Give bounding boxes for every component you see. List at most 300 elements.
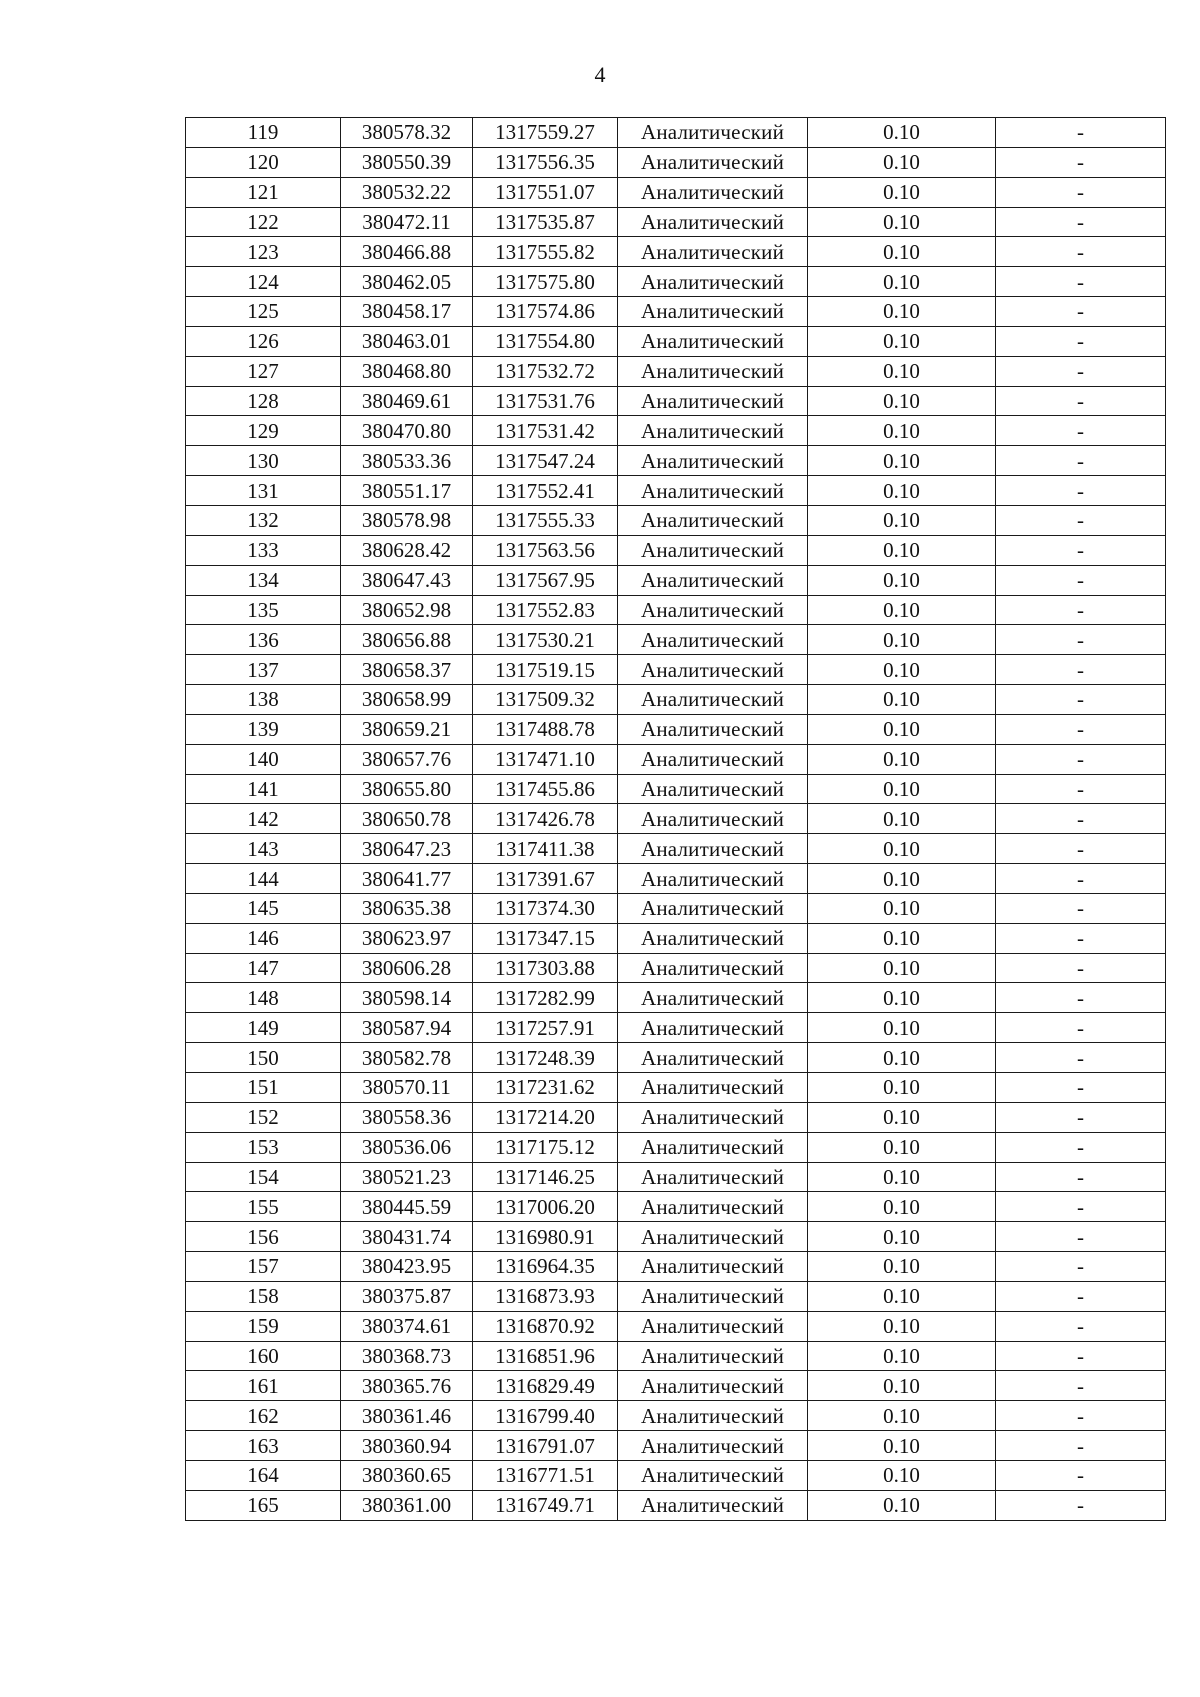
method-cell: Аналитический [618, 1222, 808, 1252]
x-coordinate-cell: 380652.98 [341, 595, 473, 625]
method-cell: Аналитический [618, 744, 808, 774]
note-cell: - [996, 1043, 1166, 1073]
x-coordinate-cell: 380658.37 [341, 655, 473, 685]
y-coordinate-cell: 1316799.40 [473, 1401, 618, 1431]
table-row [186, 267, 1166, 297]
accuracy-cell: 0.10 [808, 1073, 996, 1103]
accuracy-cell: 0.10 [808, 983, 996, 1013]
note-cell: - [996, 386, 1166, 416]
point-number-cell: 148 [186, 983, 341, 1013]
note-cell: - [996, 326, 1166, 356]
point-number-cell: 161 [186, 1371, 341, 1401]
method-cell: Аналитический [618, 1490, 808, 1520]
y-coordinate-cell: 1317555.82 [473, 237, 618, 267]
point-number-cell: 144 [186, 864, 341, 894]
table-row [186, 1311, 1166, 1341]
accuracy-cell: 0.10 [808, 774, 996, 804]
table-row [186, 476, 1166, 506]
y-coordinate-cell: 1316791.07 [473, 1431, 618, 1461]
x-coordinate-cell: 380375.87 [341, 1281, 473, 1311]
method-cell: Аналитический [618, 565, 808, 595]
point-number-cell: 143 [186, 834, 341, 864]
x-coordinate-cell: 380470.80 [341, 416, 473, 446]
y-coordinate-cell: 1317575.80 [473, 267, 618, 297]
x-coordinate-cell: 380360.94 [341, 1431, 473, 1461]
note-cell: - [996, 714, 1166, 744]
note-cell: - [996, 297, 1166, 327]
y-coordinate-cell: 1317391.67 [473, 864, 618, 894]
y-coordinate-cell: 1317303.88 [473, 953, 618, 983]
accuracy-cell: 0.10 [808, 655, 996, 685]
table-row [186, 953, 1166, 983]
x-coordinate-cell: 380445.59 [341, 1192, 473, 1222]
x-coordinate-cell: 380468.80 [341, 356, 473, 386]
method-cell: Аналитический [618, 476, 808, 506]
table-row [186, 1341, 1166, 1371]
method-cell: Аналитический [618, 386, 808, 416]
table-row [186, 804, 1166, 834]
accuracy-cell: 0.10 [808, 565, 996, 595]
x-coordinate-cell: 380521.23 [341, 1162, 473, 1192]
accuracy-cell: 0.10 [808, 595, 996, 625]
method-cell: Аналитический [618, 1311, 808, 1341]
x-coordinate-cell: 380472.11 [341, 207, 473, 237]
x-coordinate-cell: 380606.28 [341, 953, 473, 983]
method-cell: Аналитический [618, 1252, 808, 1282]
method-cell: Аналитический [618, 177, 808, 207]
table-row [186, 923, 1166, 953]
y-coordinate-cell: 1317426.78 [473, 804, 618, 834]
x-coordinate-cell: 380658.99 [341, 685, 473, 715]
y-coordinate-cell: 1317556.35 [473, 147, 618, 177]
table-row [186, 1401, 1166, 1431]
table-row [186, 625, 1166, 655]
point-number-cell: 129 [186, 416, 341, 446]
note-cell: - [996, 1102, 1166, 1132]
method-cell: Аналитический [618, 356, 808, 386]
y-coordinate-cell: 1317551.07 [473, 177, 618, 207]
note-cell: - [996, 118, 1166, 148]
note-cell: - [996, 535, 1166, 565]
table-row [186, 595, 1166, 625]
point-number-cell: 120 [186, 147, 341, 177]
y-coordinate-cell: 1317347.15 [473, 923, 618, 953]
note-cell: - [996, 1311, 1166, 1341]
table-row [186, 1073, 1166, 1103]
note-cell: - [996, 1132, 1166, 1162]
x-coordinate-cell: 380551.17 [341, 476, 473, 506]
table-row [186, 177, 1166, 207]
method-cell: Аналитический [618, 326, 808, 356]
x-coordinate-cell: 380582.78 [341, 1043, 473, 1073]
y-coordinate-cell: 1316873.93 [473, 1281, 618, 1311]
method-cell: Аналитический [618, 416, 808, 446]
point-number-cell: 142 [186, 804, 341, 834]
y-coordinate-cell: 1317559.27 [473, 118, 618, 148]
y-coordinate-cell: 1316964.35 [473, 1252, 618, 1282]
accuracy-cell: 0.10 [808, 1222, 996, 1252]
accuracy-cell: 0.10 [808, 267, 996, 297]
point-number-cell: 135 [186, 595, 341, 625]
point-number-cell: 119 [186, 118, 341, 148]
method-cell: Аналитический [618, 625, 808, 655]
point-number-cell: 136 [186, 625, 341, 655]
method-cell: Аналитический [618, 983, 808, 1013]
method-cell: Аналитический [618, 953, 808, 983]
y-coordinate-cell: 1317146.25 [473, 1162, 618, 1192]
note-cell: - [996, 1192, 1166, 1222]
accuracy-cell: 0.10 [808, 714, 996, 744]
note-cell: - [996, 147, 1166, 177]
note-cell: - [996, 505, 1166, 535]
x-coordinate-cell: 380659.21 [341, 714, 473, 744]
accuracy-cell: 0.10 [808, 685, 996, 715]
x-coordinate-cell: 380628.42 [341, 535, 473, 565]
method-cell: Аналитический [618, 1192, 808, 1222]
method-cell: Аналитический [618, 774, 808, 804]
y-coordinate-cell: 1317574.86 [473, 297, 618, 327]
x-coordinate-cell: 380361.00 [341, 1490, 473, 1520]
table-row [186, 1371, 1166, 1401]
y-coordinate-cell: 1317567.95 [473, 565, 618, 595]
point-number-cell: 158 [186, 1281, 341, 1311]
table-row [186, 1431, 1166, 1461]
note-cell: - [996, 207, 1166, 237]
table-row [186, 864, 1166, 894]
note-cell: - [996, 1401, 1166, 1431]
note-cell: - [996, 1460, 1166, 1490]
method-cell: Аналитический [618, 1460, 808, 1490]
table-row [186, 1252, 1166, 1282]
point-number-cell: 145 [186, 893, 341, 923]
table-row [186, 237, 1166, 267]
accuracy-cell: 0.10 [808, 118, 996, 148]
y-coordinate-cell: 1316851.96 [473, 1341, 618, 1371]
table-row [186, 1222, 1166, 1252]
point-number-cell: 163 [186, 1431, 341, 1461]
method-cell: Аналитический [618, 1341, 808, 1371]
point-number-cell: 126 [186, 326, 341, 356]
method-cell: Аналитический [618, 1043, 808, 1073]
accuracy-cell: 0.10 [808, 356, 996, 386]
x-coordinate-cell: 380647.23 [341, 834, 473, 864]
method-cell: Аналитический [618, 655, 808, 685]
note-cell: - [996, 267, 1166, 297]
x-coordinate-cell: 380558.36 [341, 1102, 473, 1132]
accuracy-cell: 0.10 [808, 1401, 996, 1431]
y-coordinate-cell: 1317530.21 [473, 625, 618, 655]
x-coordinate-cell: 380463.01 [341, 326, 473, 356]
accuracy-cell: 0.10 [808, 1192, 996, 1222]
x-coordinate-cell: 380657.76 [341, 744, 473, 774]
accuracy-cell: 0.10 [808, 1341, 996, 1371]
note-cell: - [996, 565, 1166, 595]
note-cell: - [996, 237, 1166, 267]
accuracy-cell: 0.10 [808, 1013, 996, 1043]
table-row [186, 983, 1166, 1013]
point-number-cell: 160 [186, 1341, 341, 1371]
method-cell: Аналитический [618, 714, 808, 744]
method-cell: Аналитический [618, 1401, 808, 1431]
y-coordinate-cell: 1317214.20 [473, 1102, 618, 1132]
point-number-cell: 159 [186, 1311, 341, 1341]
y-coordinate-cell: 1317175.12 [473, 1132, 618, 1162]
table-row [186, 326, 1166, 356]
accuracy-cell: 0.10 [808, 326, 996, 356]
y-coordinate-cell: 1317509.32 [473, 685, 618, 715]
point-number-cell: 149 [186, 1013, 341, 1043]
accuracy-cell: 0.10 [808, 1252, 996, 1282]
method-cell: Аналитический [618, 505, 808, 535]
y-coordinate-cell: 1316980.91 [473, 1222, 618, 1252]
table-row [186, 774, 1166, 804]
method-cell: Аналитический [618, 864, 808, 894]
accuracy-cell: 0.10 [808, 446, 996, 476]
table-row [186, 118, 1166, 148]
y-coordinate-cell: 1316749.71 [473, 1490, 618, 1520]
y-coordinate-cell: 1317531.42 [473, 416, 618, 446]
y-coordinate-cell: 1317552.83 [473, 595, 618, 625]
table-row [186, 1460, 1166, 1490]
accuracy-cell: 0.10 [808, 416, 996, 446]
table-row [186, 356, 1166, 386]
method-cell: Аналитический [618, 297, 808, 327]
note-cell: - [996, 177, 1166, 207]
note-cell: - [996, 655, 1166, 685]
y-coordinate-cell: 1317488.78 [473, 714, 618, 744]
y-coordinate-cell: 1317531.76 [473, 386, 618, 416]
y-coordinate-cell: 1317532.72 [473, 356, 618, 386]
method-cell: Аналитический [618, 595, 808, 625]
x-coordinate-cell: 380641.77 [341, 864, 473, 894]
method-cell: Аналитический [618, 1431, 808, 1461]
table-row [186, 655, 1166, 685]
note-cell: - [996, 983, 1166, 1013]
point-number-cell: 141 [186, 774, 341, 804]
accuracy-cell: 0.10 [808, 1043, 996, 1073]
y-coordinate-cell: 1317554.80 [473, 326, 618, 356]
point-number-cell: 123 [186, 237, 341, 267]
x-coordinate-cell: 380623.97 [341, 923, 473, 953]
x-coordinate-cell: 380570.11 [341, 1073, 473, 1103]
table-row [186, 446, 1166, 476]
x-coordinate-cell: 380374.61 [341, 1311, 473, 1341]
y-coordinate-cell: 1317006.20 [473, 1192, 618, 1222]
y-coordinate-cell: 1317552.41 [473, 476, 618, 506]
table-row [186, 744, 1166, 774]
table-row [186, 207, 1166, 237]
note-cell: - [996, 923, 1166, 953]
table-row [186, 1162, 1166, 1192]
note-cell: - [996, 744, 1166, 774]
note-cell: - [996, 953, 1166, 983]
y-coordinate-cell: 1316771.51 [473, 1460, 618, 1490]
x-coordinate-cell: 380536.06 [341, 1132, 473, 1162]
point-number-cell: 133 [186, 535, 341, 565]
y-coordinate-cell: 1317257.91 [473, 1013, 618, 1043]
point-number-cell: 153 [186, 1132, 341, 1162]
method-cell: Аналитический [618, 147, 808, 177]
point-number-cell: 151 [186, 1073, 341, 1103]
x-coordinate-cell: 380458.17 [341, 297, 473, 327]
note-cell: - [996, 1490, 1166, 1520]
method-cell: Аналитический [618, 804, 808, 834]
accuracy-cell: 0.10 [808, 207, 996, 237]
note-cell: - [996, 625, 1166, 655]
note-cell: - [996, 1073, 1166, 1103]
note-cell: - [996, 1222, 1166, 1252]
note-cell: - [996, 1371, 1166, 1401]
y-coordinate-cell: 1316829.49 [473, 1371, 618, 1401]
table-row [186, 147, 1166, 177]
point-number-cell: 156 [186, 1222, 341, 1252]
table-row [186, 535, 1166, 565]
method-cell: Аналитический [618, 1013, 808, 1043]
accuracy-cell: 0.10 [808, 1162, 996, 1192]
x-coordinate-cell: 380650.78 [341, 804, 473, 834]
point-number-cell: 132 [186, 505, 341, 535]
accuracy-cell: 0.10 [808, 923, 996, 953]
point-number-cell: 131 [186, 476, 341, 506]
note-cell: - [996, 356, 1166, 386]
note-cell: - [996, 595, 1166, 625]
point-number-cell: 124 [186, 267, 341, 297]
x-coordinate-cell: 380365.76 [341, 1371, 473, 1401]
accuracy-cell: 0.10 [808, 953, 996, 983]
accuracy-cell: 0.10 [808, 177, 996, 207]
accuracy-cell: 0.10 [808, 297, 996, 327]
note-cell: - [996, 864, 1166, 894]
method-cell: Аналитический [618, 1371, 808, 1401]
point-number-cell: 162 [186, 1401, 341, 1431]
note-cell: - [996, 774, 1166, 804]
x-coordinate-cell: 380469.61 [341, 386, 473, 416]
x-coordinate-cell: 380368.73 [341, 1341, 473, 1371]
accuracy-cell: 0.10 [808, 1371, 996, 1401]
table-row [186, 714, 1166, 744]
x-coordinate-cell: 380361.46 [341, 1401, 473, 1431]
accuracy-cell: 0.10 [808, 1490, 996, 1520]
point-number-cell: 157 [186, 1252, 341, 1282]
note-cell: - [996, 416, 1166, 446]
table-row [186, 1281, 1166, 1311]
accuracy-cell: 0.10 [808, 864, 996, 894]
point-number-cell: 125 [186, 297, 341, 327]
accuracy-cell: 0.10 [808, 1281, 996, 1311]
method-cell: Аналитический [618, 893, 808, 923]
method-cell: Аналитический [618, 1281, 808, 1311]
x-coordinate-cell: 380578.32 [341, 118, 473, 148]
note-cell: - [996, 893, 1166, 923]
method-cell: Аналитический [618, 535, 808, 565]
x-coordinate-cell: 380587.94 [341, 1013, 473, 1043]
x-coordinate-cell: 380598.14 [341, 983, 473, 1013]
point-number-cell: 127 [186, 356, 341, 386]
table-row [186, 565, 1166, 595]
table-row [186, 505, 1166, 535]
x-coordinate-cell: 380360.65 [341, 1460, 473, 1490]
table-row [186, 1013, 1166, 1043]
table-row [186, 297, 1166, 327]
method-cell: Аналитический [618, 118, 808, 148]
point-number-cell: 152 [186, 1102, 341, 1132]
accuracy-cell: 0.10 [808, 744, 996, 774]
accuracy-cell: 0.10 [808, 1132, 996, 1162]
note-cell: - [996, 476, 1166, 506]
note-cell: - [996, 804, 1166, 834]
point-number-cell: 130 [186, 446, 341, 476]
y-coordinate-cell: 1317411.38 [473, 834, 618, 864]
note-cell: - [996, 1431, 1166, 1461]
note-cell: - [996, 446, 1166, 476]
y-coordinate-cell: 1317374.30 [473, 893, 618, 923]
x-coordinate-cell: 380656.88 [341, 625, 473, 655]
note-cell: - [996, 1281, 1166, 1311]
point-number-cell: 155 [186, 1192, 341, 1222]
x-coordinate-cell: 380655.80 [341, 774, 473, 804]
method-cell: Аналитический [618, 207, 808, 237]
x-coordinate-cell: 380431.74 [341, 1222, 473, 1252]
method-cell: Аналитический [618, 267, 808, 297]
y-coordinate-cell: 1317563.56 [473, 535, 618, 565]
point-number-cell: 146 [186, 923, 341, 953]
note-cell: - [996, 1013, 1166, 1043]
point-number-cell: 140 [186, 744, 341, 774]
accuracy-cell: 0.10 [808, 1460, 996, 1490]
point-number-cell: 121 [186, 177, 341, 207]
note-cell: - [996, 1341, 1166, 1371]
point-number-cell: 164 [186, 1460, 341, 1490]
table-row [186, 893, 1166, 923]
point-number-cell: 137 [186, 655, 341, 685]
y-coordinate-cell: 1317282.99 [473, 983, 618, 1013]
accuracy-cell: 0.10 [808, 834, 996, 864]
page-number: 4 [594, 62, 606, 87]
accuracy-cell: 0.10 [808, 1311, 996, 1341]
y-coordinate-cell: 1317519.15 [473, 655, 618, 685]
accuracy-cell: 0.10 [808, 1431, 996, 1461]
accuracy-cell: 0.10 [808, 386, 996, 416]
note-cell: - [996, 1162, 1166, 1192]
accuracy-cell: 0.10 [808, 535, 996, 565]
table-row [186, 685, 1166, 715]
y-coordinate-cell: 1317455.86 [473, 774, 618, 804]
accuracy-cell: 0.10 [808, 893, 996, 923]
coordinates-table-body [186, 118, 1166, 1521]
point-number-cell: 147 [186, 953, 341, 983]
table-row [186, 1132, 1166, 1162]
y-coordinate-cell: 1317231.62 [473, 1073, 618, 1103]
x-coordinate-cell: 380462.05 [341, 267, 473, 297]
y-coordinate-cell: 1317248.39 [473, 1043, 618, 1073]
x-coordinate-cell: 380578.98 [341, 505, 473, 535]
method-cell: Аналитический [618, 237, 808, 267]
table-row [186, 1102, 1166, 1132]
point-number-cell: 128 [186, 386, 341, 416]
method-cell: Аналитический [618, 834, 808, 864]
method-cell: Аналитический [618, 923, 808, 953]
point-number-cell: 139 [186, 714, 341, 744]
accuracy-cell: 0.10 [808, 804, 996, 834]
point-number-cell: 150 [186, 1043, 341, 1073]
x-coordinate-cell: 380647.43 [341, 565, 473, 595]
method-cell: Аналитический [618, 1073, 808, 1103]
method-cell: Аналитический [618, 1132, 808, 1162]
table-row [186, 386, 1166, 416]
note-cell: - [996, 1252, 1166, 1282]
x-coordinate-cell: 380466.88 [341, 237, 473, 267]
y-coordinate-cell: 1317555.33 [473, 505, 618, 535]
